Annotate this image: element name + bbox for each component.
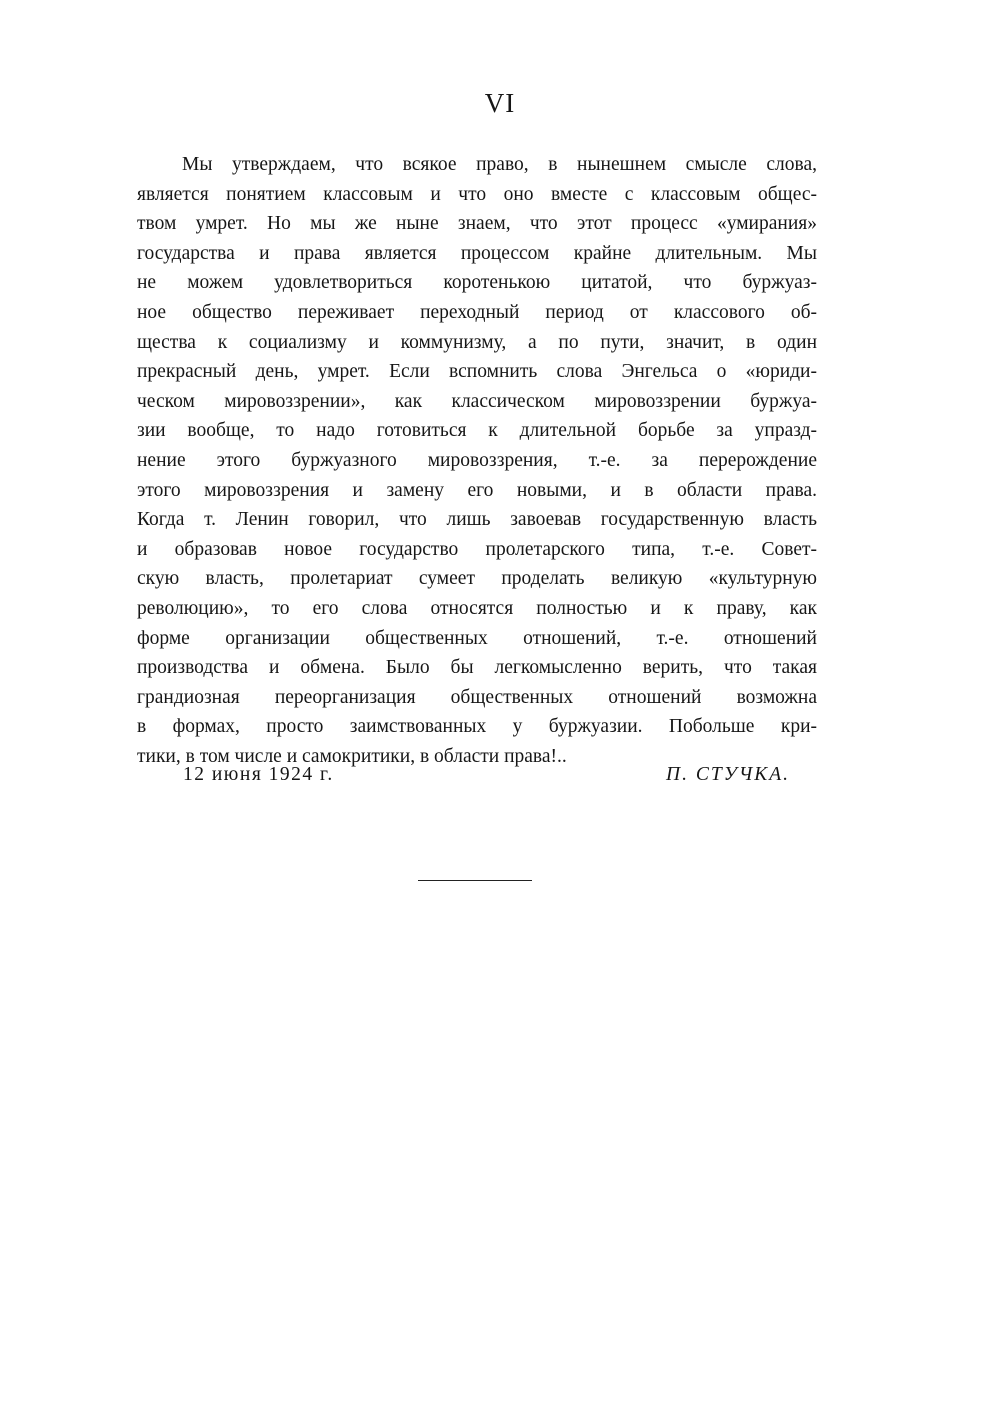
- text-line: этого мировоззрения и замену его новыми, и в области права.: [137, 479, 817, 501]
- text-line: Мы утверждаем, что всякое право, в нынешнем смысле слова,: [182, 154, 817, 175]
- text-line: зии вообще, то надо готовиться к длительной борьбе за упразд-: [137, 420, 817, 442]
- section-divider: [418, 880, 532, 881]
- body-paragraph: [137, 150, 817, 771]
- text-line: революцию», то его слова относятся полностью и к праву, как: [137, 597, 817, 619]
- text-line: не можем удовлетвориться коротенькою цитатой, что буржуаз-: [137, 272, 817, 294]
- signature-author: П. СТУЧКА.: [666, 764, 790, 785]
- text-line: ческом мировоззрении», как классическом мировоззрении буржуа-: [137, 390, 817, 412]
- text-line: нение этого буржуазного мировоззрения, т.-е. за перерождение: [137, 449, 817, 471]
- signature-row: [183, 760, 790, 790]
- page-number: VI: [484, 88, 516, 118]
- text-line: производства и обмена. Было бы легкомысленно верить, что такая: [137, 657, 817, 679]
- text-line: грандиозная переорганизация общественных отношений возможна: [137, 686, 817, 708]
- text-line: щества к социализму и коммунизму, а по пути, значит, в один: [137, 331, 817, 353]
- text-line: тики, в том числе и самокритики, в области права!..: [137, 745, 567, 767]
- text-line: ное общество переживает переходный период от классового об-: [137, 301, 817, 323]
- text-line: в формах, просто заимствованных у буржуазии. Побольше кри-: [137, 716, 817, 738]
- text-line: скую власть, пролетариат сумеет проделать великую «культурную: [137, 568, 817, 590]
- text-line: прекрасный день, умрет. Если вспомнить слова Энгельса о «юриди-: [137, 361, 817, 383]
- text-line: государства и права является процессом крайне длительным. Мы: [137, 242, 817, 264]
- text-line: форме организации общественных отношений, т.-е. отношений: [137, 627, 817, 649]
- text-line: является понятием классовым и что оно вместе с классовым общес-: [137, 183, 817, 205]
- text-line: твом умрет. Но мы же ныне знаем, что этот процесс «умирания»: [137, 213, 817, 235]
- text-line: и образовав новое государство пролетарского типа, т.-е. Совет-: [137, 538, 817, 560]
- text-line: Когда т. Ленин говорил, что лишь завоевав государственную власть: [137, 509, 817, 531]
- signature-date: 12 июня 1924 г.: [183, 764, 334, 785]
